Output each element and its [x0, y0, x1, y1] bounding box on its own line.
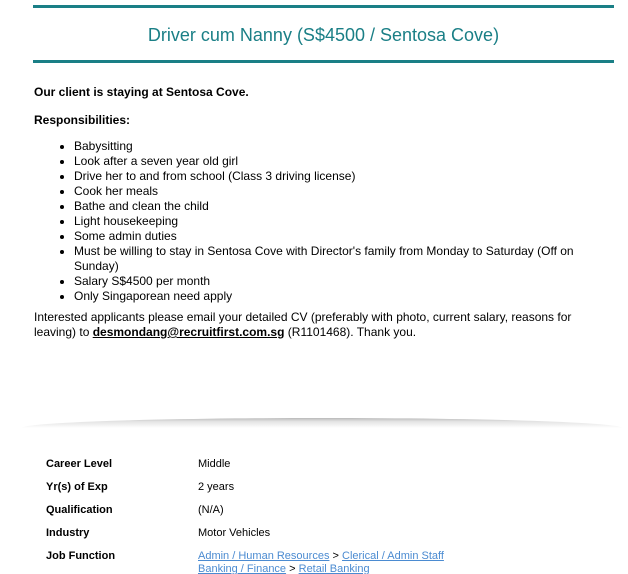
experience-value: 2 years	[198, 481, 235, 493]
list-item: • Only Singaporean need apply	[74, 289, 612, 304]
closing-text-after: (R1101468). Thank you.	[284, 325, 417, 339]
list-item: • Some admin duties	[74, 229, 612, 244]
list-item: • Bathe and clean the child	[74, 199, 612, 214]
career-level-value: Middle	[198, 458, 231, 470]
qualification-value: (N/A)	[198, 504, 224, 516]
table-row	[46, 481, 598, 504]
job-function-value	[198, 550, 598, 574]
career-level-label: Career Level	[46, 458, 113, 470]
email-link[interactable]: desmondang@recruitfirst.com.sg	[92, 325, 285, 339]
closing-text-before: Interested applicants please email your detailed CV (preferably with photo, current salary, reasons for leaving) to	[34, 310, 572, 339]
table-row	[46, 527, 598, 550]
table-row	[46, 458, 598, 481]
responsibilities-heading: Responsibilities:	[34, 113, 131, 127]
list-item: • Drive her to and from school (Class 3 driving license)	[74, 169, 612, 184]
section-divider	[22, 418, 622, 428]
list-item: • Salary S$4500 per month	[74, 274, 612, 289]
list-item: • Must be willing to stay in Sentosa Cove with Director's family from Monday to Saturday (Off on Sunday)	[74, 244, 612, 274]
industry-value: Motor Vehicles	[198, 527, 271, 539]
list-item: • Light housekeeping	[74, 214, 612, 229]
industry-label: Industry	[46, 527, 90, 539]
separator: >	[289, 563, 296, 574]
job-description	[34, 85, 612, 340]
qualification-label: Qualification	[46, 504, 113, 516]
job-details-table	[46, 458, 598, 574]
job-function-label: Job Function	[46, 550, 116, 562]
responsibilities-list	[34, 139, 612, 304]
job-title: Driver cum Nanny (S$4500 / Sentosa Cove)	[147, 25, 500, 45]
table-row	[46, 504, 598, 527]
experience-label: Yr(s) of Exp	[46, 481, 108, 493]
list-item: • Babysitting	[74, 139, 612, 154]
title-rule	[33, 60, 614, 63]
top-rule	[33, 5, 614, 8]
job-function-link-banking[interactable]: Banking / Finance	[198, 563, 287, 574]
job-function-link-admin-hr[interactable]: Admin / Human Resources	[198, 550, 330, 562]
list-item: • Cook her meals	[74, 184, 612, 199]
job-function-link-clerical[interactable]: Clerical / Admin Staff	[342, 550, 444, 562]
application-instructions	[34, 310, 612, 340]
intro-text: Our client is staying at Sentosa Cove.	[34, 85, 249, 99]
list-item: • Look after a seven year old girl	[74, 154, 612, 169]
job-function-link-retail-banking[interactable]: Retail Banking	[298, 563, 370, 574]
table-row	[46, 550, 598, 574]
separator: >	[332, 550, 339, 562]
